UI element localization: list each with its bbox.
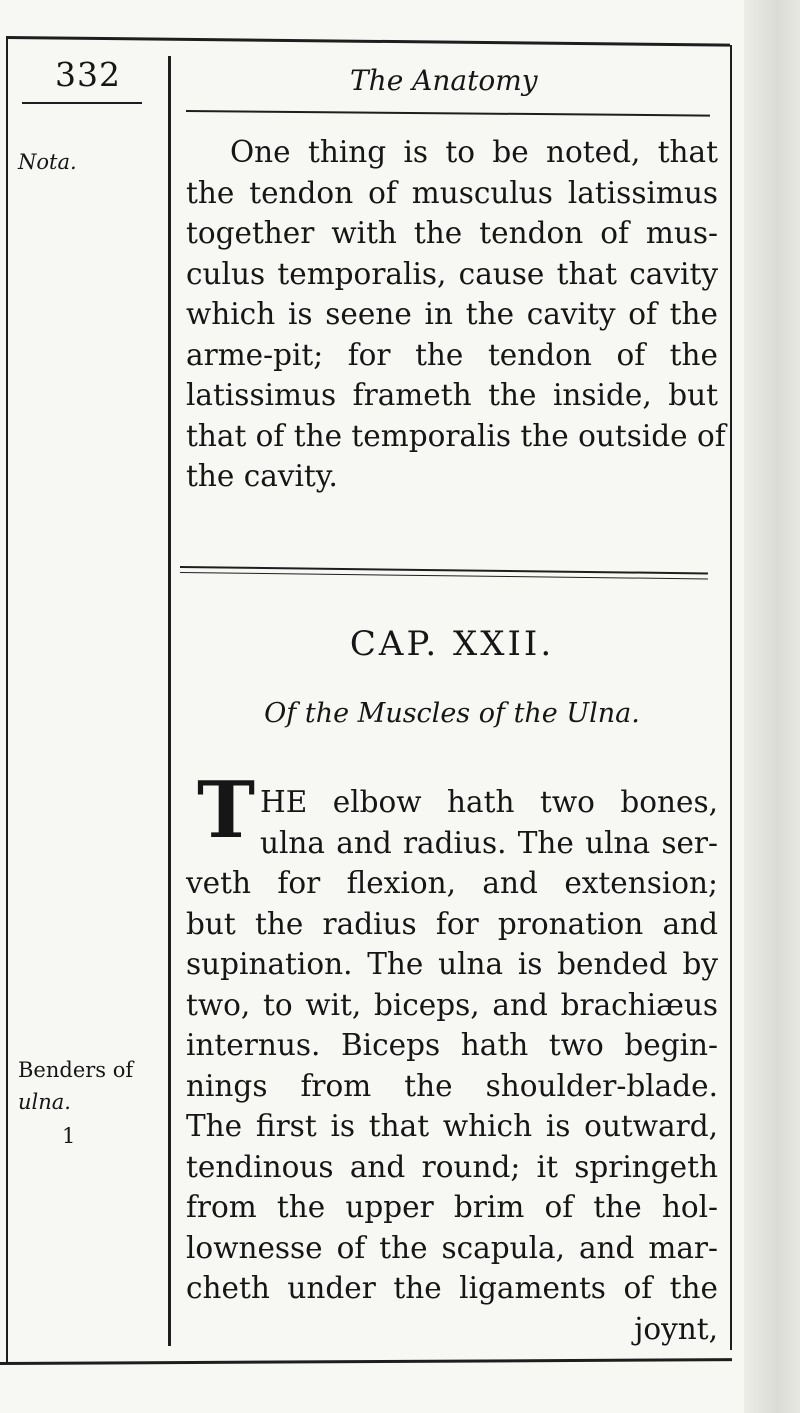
text-line: culus temporalis, cause that cavity	[186, 256, 718, 291]
text-line: the tendon of musculus latissimus	[186, 175, 718, 210]
text-line: the cavity.	[186, 459, 338, 493]
chapter-subtitle: Of the Muscles of the Ulna.	[264, 698, 640, 729]
page-number: 332	[55, 55, 121, 94]
text-line: veth for flexion, and extension;	[186, 866, 718, 900]
text-line: ulna and radius. The ulna ser-	[260, 825, 718, 860]
text-line: cheth under the ligaments of the	[186, 1271, 718, 1305]
margin-note-benders-line2: ulna.	[18, 1090, 71, 1114]
text-line: supination. The ulna is bended by	[186, 947, 718, 981]
text-line: One thing is to be noted, that	[230, 135, 718, 169]
text-line: lownesse of the scapula, and mar-	[186, 1230, 718, 1265]
text-line: internus. Biceps hath two begin-	[186, 1028, 718, 1062]
margin-note-nota: Nota.	[18, 150, 77, 174]
chapter-paragraph	[186, 782, 718, 1349]
page-number-underline	[22, 102, 142, 104]
frame-left-rule	[6, 38, 8, 1364]
text-line: but the radius for pronation and	[186, 906, 718, 941]
margin-note-numeral: 1	[62, 1124, 76, 1148]
catchword: joynt,	[634, 1311, 718, 1346]
column-divider-rule	[168, 56, 171, 1346]
text-line: two, to wit, biceps, and brachiæus	[186, 987, 718, 1022]
text-line: together with the tendon of mus-	[186, 216, 718, 250]
dropcap-letter: T	[197, 765, 256, 856]
frame-bottom-rule	[0, 1358, 732, 1365]
running-head-underline	[186, 110, 710, 117]
running-title: The Anatomy	[350, 64, 538, 97]
section-one-paragraph	[186, 132, 726, 497]
text-line: latissimus frameth the inside, but	[186, 378, 718, 412]
margin-note-benders-line1: Benders of	[18, 1058, 134, 1082]
text-line: from the upper brim of the hol-	[186, 1190, 718, 1224]
text-line: nings from the shoulder-blade.	[186, 1068, 718, 1103]
text-line: that of the temporalis the outside of	[186, 418, 726, 453]
page-edge	[744, 0, 800, 1413]
text-line: which is seene in the cavity of the	[186, 297, 718, 331]
frame-right-rule	[730, 45, 732, 1350]
text-line: tendinous and round; it springeth	[186, 1149, 718, 1184]
frame-top-rule	[6, 36, 730, 47]
chapter-heading: CAP. XXII.	[349, 624, 555, 664]
text-line: The first is that which is outward,	[186, 1109, 718, 1143]
text-line: arme-pit; for the tendon of the	[186, 337, 718, 372]
text-line: HE elbow hath two bones,	[260, 785, 718, 819]
